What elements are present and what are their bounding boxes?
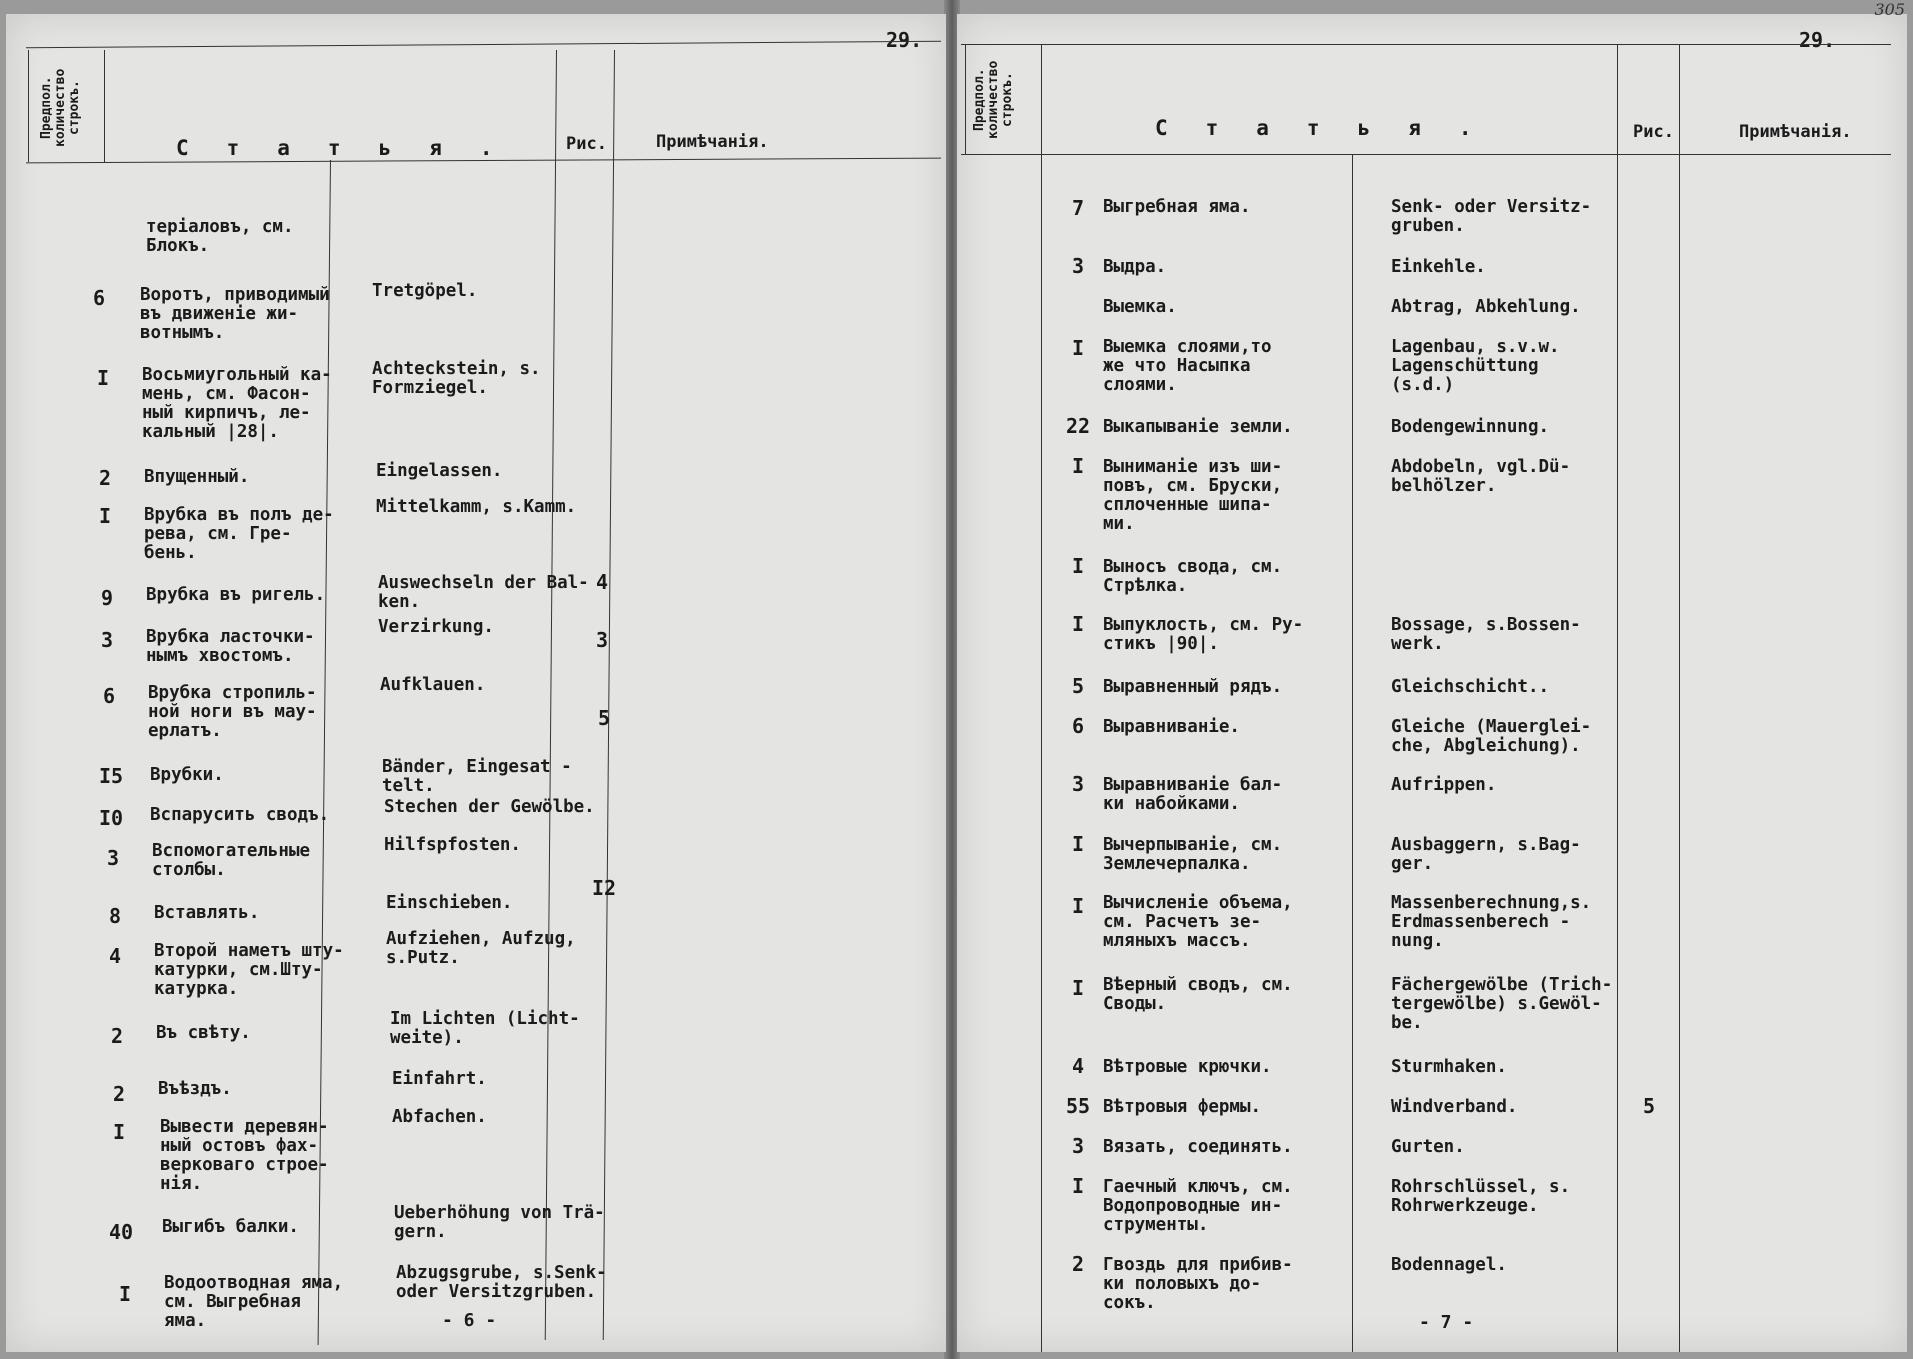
- de-term: Stechen der Gewölbe.: [384, 797, 595, 817]
- de-term: Achteckstein, s. Formziegel.: [372, 359, 541, 398]
- line-count: 3: [100, 628, 114, 652]
- ru-term: Вспомогательные столбы.: [152, 841, 311, 880]
- de-term: Sturmhaken.: [1391, 1057, 1507, 1077]
- line-count: I: [1071, 832, 1085, 856]
- column-rule: [104, 50, 105, 162]
- de-term: Bossage, s.Bossen- werk.: [1391, 615, 1581, 654]
- column-rule: [1617, 44, 1618, 1352]
- ru-term: теріаловъ, см. Блокъ.: [146, 217, 294, 256]
- line-count: 3: [1071, 254, 1085, 278]
- line-count: I: [1071, 1174, 1085, 1198]
- line-count: I: [1071, 612, 1085, 636]
- line-count: 2: [112, 1082, 126, 1106]
- ru-term: Вычерпываніе, см. Землечерпалка.: [1103, 835, 1283, 874]
- ru-term: Выравненный рядъ.: [1103, 677, 1283, 697]
- line-count: I: [96, 366, 110, 390]
- header-figures: Рис.: [566, 134, 607, 154]
- line-count: 6: [1071, 714, 1085, 738]
- line-count: 8: [108, 904, 122, 928]
- ru-term: Выравниваніе бал- ки набойками.: [1103, 775, 1283, 814]
- de-term: Eingelassen.: [376, 461, 503, 481]
- de-term: Hilfspfosten.: [384, 835, 521, 855]
- ru-term: Врубка стропиль- ной ноги въ мау- ерлатъ.: [148, 683, 317, 741]
- de-term: Massenberechnung,s. Erdmassenberech - nung.: [1391, 893, 1592, 951]
- de-term: Abdobeln, vgl.Dü- belhölzer.: [1391, 457, 1571, 496]
- column-rule: [1041, 44, 1042, 1352]
- line-count: I: [98, 504, 112, 528]
- line-count: 9: [100, 586, 114, 610]
- header-article: Статья.: [176, 136, 531, 160]
- archive-number: 305: [1874, 0, 1905, 19]
- column-rule: [545, 50, 557, 1340]
- de-term: Verzirkung.: [378, 617, 494, 637]
- de-term: Im Lichten (Licht- weite).: [390, 1009, 580, 1048]
- header-count: Предпол. количество строкъ.: [39, 68, 82, 148]
- ru-term: Врубка ласточки- нымъ хвостомъ.: [146, 627, 315, 666]
- de-term: Gleiche (Mauerglei- che, Abgleichung).: [1391, 717, 1592, 756]
- ru-term: Выравниваніе.: [1103, 717, 1240, 737]
- line-count: 5: [1071, 674, 1085, 698]
- page-number: 29.: [1799, 28, 1836, 52]
- ru-term: Врубка въ ригель.: [146, 585, 326, 605]
- line-count: 2: [110, 1024, 124, 1048]
- ru-term: Вычисленіе объема, см. Расчетъ зе- мляныхъ массъ.: [1103, 893, 1293, 951]
- line-count: I: [1071, 454, 1085, 478]
- table-top-rule: [961, 44, 1891, 45]
- de-term: Gleichschicht..: [1391, 677, 1550, 697]
- de-term: Ausbaggern, s.Bag- ger.: [1391, 835, 1581, 874]
- header-count: Предпол. количество строкъ.: [972, 60, 1015, 140]
- line-count: I: [118, 1282, 132, 1306]
- column-rule: [28, 50, 29, 162]
- de-term: Auswechseln der Bal- ken.: [378, 573, 589, 612]
- column-rule: [1352, 154, 1353, 1352]
- left-page: [6, 14, 946, 1352]
- de-term: Bänder, Eingesat - telt.: [382, 757, 572, 796]
- ru-term: Воротъ, приводимый въ движеніе жи- вотнымъ.: [140, 285, 330, 343]
- ru-term: Впущенный.: [144, 467, 250, 487]
- ru-term: Врубки.: [150, 765, 224, 785]
- figure-ref: 3: [595, 628, 609, 652]
- line-count: 6: [92, 286, 106, 310]
- de-term: Tretgöpel.: [372, 281, 478, 301]
- ru-term: Врубка въ полъ де- рева, см. Гре- бень.: [144, 505, 334, 563]
- ru-term: Въ свѣту.: [156, 1023, 251, 1043]
- ru-term: Выниманіе изъ ши- повъ, см. Бруски, сплоченные шипа- ми.: [1103, 457, 1283, 534]
- line-count: 55: [1065, 1094, 1091, 1118]
- ru-term: Вывести деревян- ный остовъ фах- верковаго строе- нія.: [160, 1117, 329, 1194]
- de-term: Aufrippen.: [1391, 775, 1497, 795]
- ru-term: Вѣтровыя фермы.: [1103, 1097, 1262, 1117]
- line-count: 3: [1071, 1134, 1085, 1158]
- header-notes: Примѣчанія.: [656, 132, 769, 152]
- line-count: 40: [108, 1220, 134, 1244]
- ru-term: Восьмиугольный ка- мень, см. Фасон- ный кирпичъ, ле- кальный |28|.: [142, 365, 332, 442]
- line-count: I5: [98, 764, 124, 788]
- header-article: Статья.: [1155, 116, 1510, 140]
- de-term: Gurten.: [1391, 1137, 1465, 1157]
- ru-term: Выгребная яма.: [1103, 197, 1251, 217]
- line-count: 2: [98, 466, 112, 490]
- column-rule: [603, 50, 615, 1340]
- line-count: 3: [106, 846, 120, 870]
- ru-term: Выкапываніе земли.: [1103, 417, 1293, 437]
- ru-term: Выносъ свода, см. Стрѣлка.: [1103, 557, 1283, 596]
- de-term: Bodengewinnung.: [1391, 417, 1550, 437]
- ru-term: Вспарусить сводъ.: [150, 805, 330, 825]
- line-count: 3: [1071, 772, 1085, 796]
- line-count: 22: [1065, 414, 1091, 438]
- ru-term: Водоотводная яма, см. Выгребная яма.: [164, 1273, 344, 1331]
- page-number: 29.: [886, 28, 923, 52]
- right-page: [957, 0, 1907, 1352]
- de-term: Rohrschlüssel, s. Rohrwerkzeuge.: [1391, 1177, 1571, 1216]
- de-term: Senk- oder Versitz- gruben.: [1391, 197, 1592, 236]
- de-term: Aufziehen, Aufzug, s.Putz.: [386, 929, 576, 968]
- de-term: Fächergewölbe (Trich- tergewölbe) s.Gewöl- be.: [1391, 975, 1613, 1033]
- line-count: 4: [1071, 1054, 1085, 1078]
- figure-ref: 5: [597, 706, 611, 730]
- de-term: Abfachen.: [392, 1107, 487, 1127]
- page-footer: - 6 -: [442, 1310, 497, 1331]
- table-top-rule: [26, 41, 941, 48]
- ru-term: Въѣздъ.: [158, 1079, 232, 1099]
- header-notes: Примѣчанія.: [1739, 122, 1852, 142]
- line-count: I: [1071, 554, 1085, 578]
- de-term: Mittelkamm, s.Kamm.: [376, 497, 577, 517]
- page-footer: - 7 -: [1419, 1312, 1474, 1333]
- ru-term: Гвоздь для прибив- ки половыхъ до- сокъ.: [1103, 1255, 1293, 1313]
- de-term: Aufklauen.: [380, 675, 486, 695]
- de-term: Abtrag, Abkehlung.: [1391, 297, 1581, 317]
- ru-term: Выпуклость, см. Ру- стикъ |90|.: [1103, 615, 1304, 654]
- de-term: Ueberhöhung von Trä- gern.: [394, 1203, 605, 1242]
- de-term: Bodennagel.: [1391, 1255, 1507, 1275]
- de-term: Abzugsgrube, s.Senk- oder Versitzgruben.: [396, 1263, 607, 1302]
- figure-ref: 4: [595, 570, 609, 594]
- de-term: Lagenbau, s.v.w. Lagenschüttung (s.d.): [1391, 337, 1560, 395]
- ru-term: Гаечный ключъ, см. Водопроводные ин- струменты.: [1103, 1177, 1293, 1235]
- de-term: Einschieben.: [386, 893, 513, 913]
- line-count: I: [112, 1120, 126, 1144]
- line-count: I: [1071, 976, 1085, 1000]
- ru-term: Выемка слоями,то же что Насыпка слоями.: [1103, 337, 1272, 395]
- line-count: 2: [1071, 1252, 1085, 1276]
- ru-term: Выемка.: [1103, 297, 1177, 317]
- line-count: 4: [108, 944, 122, 968]
- header-figures: Рис.: [1633, 122, 1674, 142]
- ru-term: Выдра.: [1103, 257, 1167, 277]
- ru-term: Вѣерный сводъ, см. Своды.: [1103, 975, 1293, 1014]
- line-count: 6: [102, 684, 116, 708]
- line-count: 7: [1071, 196, 1085, 220]
- ru-term: Второй наметъ шту- катурки, см.Шту- катурка.: [154, 941, 344, 999]
- ru-term: Вставлять.: [154, 903, 260, 923]
- figure-ref: I2: [591, 876, 617, 900]
- column-rule: [965, 44, 966, 154]
- de-term: Einkehle.: [1391, 257, 1486, 277]
- line-count: I: [1071, 336, 1085, 360]
- figure-ref: 5: [1642, 1094, 1656, 1118]
- column-rule: [1679, 44, 1680, 1352]
- ru-term: Вязать, соединять.: [1103, 1137, 1293, 1157]
- ru-term: Вѣтровые крючки.: [1103, 1057, 1272, 1077]
- header-bottom-rule: [961, 154, 1891, 155]
- line-count: I0: [98, 806, 124, 830]
- de-term: Einfahrt.: [392, 1069, 487, 1089]
- line-count: I: [1071, 894, 1085, 918]
- ru-term: Выгибъ балки.: [162, 1217, 299, 1237]
- de-term: Windverband.: [1391, 1097, 1518, 1117]
